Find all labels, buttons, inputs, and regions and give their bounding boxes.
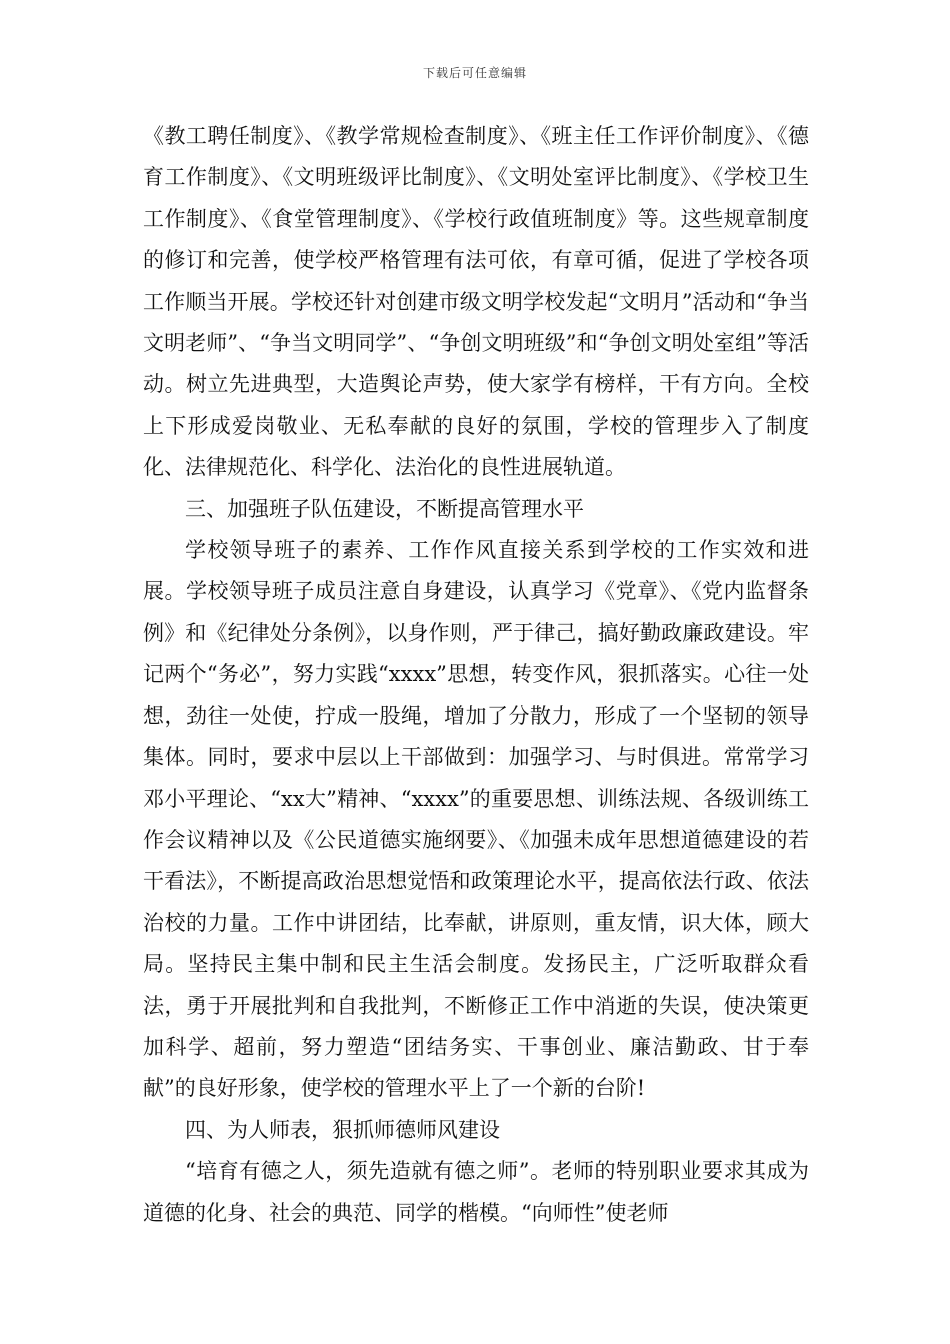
page-header-note: 下载后可任意编辑: [422, 66, 527, 80]
paragraph-leadership: 学校领导班子的素养、工作作风直接关系到学校的工作实效和进展。学校领导班子成员注意自身建设，认真学习《党章》、《党内监督条例》和《纪律处分条例》，以身作则，严于律己，搞好勤政廉政建设。牢记两个“务必”，努力实践“xxxx”思想，转变作风，狠抓落实。心往一处想，劲往一处使，拧成一股绳，增加了分散力，形成了一个坚韧的领导集体。同时，要求中层以上干部做到：加强学习、与时俱进。常常学习邓小平理论、“xx大”精神、“xxxx”的重要思想、训练法规、各级训练工作会议精神以及《公民道德实施纲要》、《加强未成年思想道德建设的若干看法》，不断提高政治思想觉悟和政策理论水平，提高依法行政、依法治校的力量。工作中讲团结，比奉献，讲原则，重友情，识大体，顾大局。坚持民主集中制和民主生活会制度。发扬民主，广泛听取群众看法，勇于开展批判和自我批判，不断修正工作中消逝的失误，使决策更加科学、超前，努力塑造“团结务实、干事创业、廉洁勤政、甘于奉献”的良好形象，使学校的管理水平上了一个新的台阶!: [143, 538, 809, 1101]
section-heading-3: 三、加强班子队伍建设，不断提高管理水平: [185, 496, 584, 521]
document-body: [143, 116, 809, 1234]
section-heading-4: 四、为人师表，狠抓师德师风建设: [185, 1117, 500, 1142]
paragraph-teacher-ethics: “培育有德之人，须先造就有德之师”。老师的特别职业要求其成为道德的化身、社会的典范、同学的楷模。“向师性”使老师: [143, 1159, 809, 1225]
paragraph-regulations: 《教工聘任制度》、《教学常规检查制度》、《班主任工作评价制度》、《德育工作制度》、《文明班级评比制度》、《文明处室评比制度》、《学校卫生工作制度》、《食堂管理制度》、《学校行政值班制度》等。这些规章制度的修订和完善，使学校严格管理有法可依，有章可循，促进了学校各项工作顺当开展。学校还针对创建市级文明学校发起“文明月”活动和“争当文明老师”、“争当文明同学”、“争创文明班级”和“争创文明处室组”等活动。树立先进典型，大造舆论声势，使大家学有榜样，干有方向。全校上下形成爱岗敬业、无私奉献的良好的氛围，学校的管理步入了制度化、法律规范化、科学化、法治化的良性进展轨道。: [143, 124, 809, 480]
